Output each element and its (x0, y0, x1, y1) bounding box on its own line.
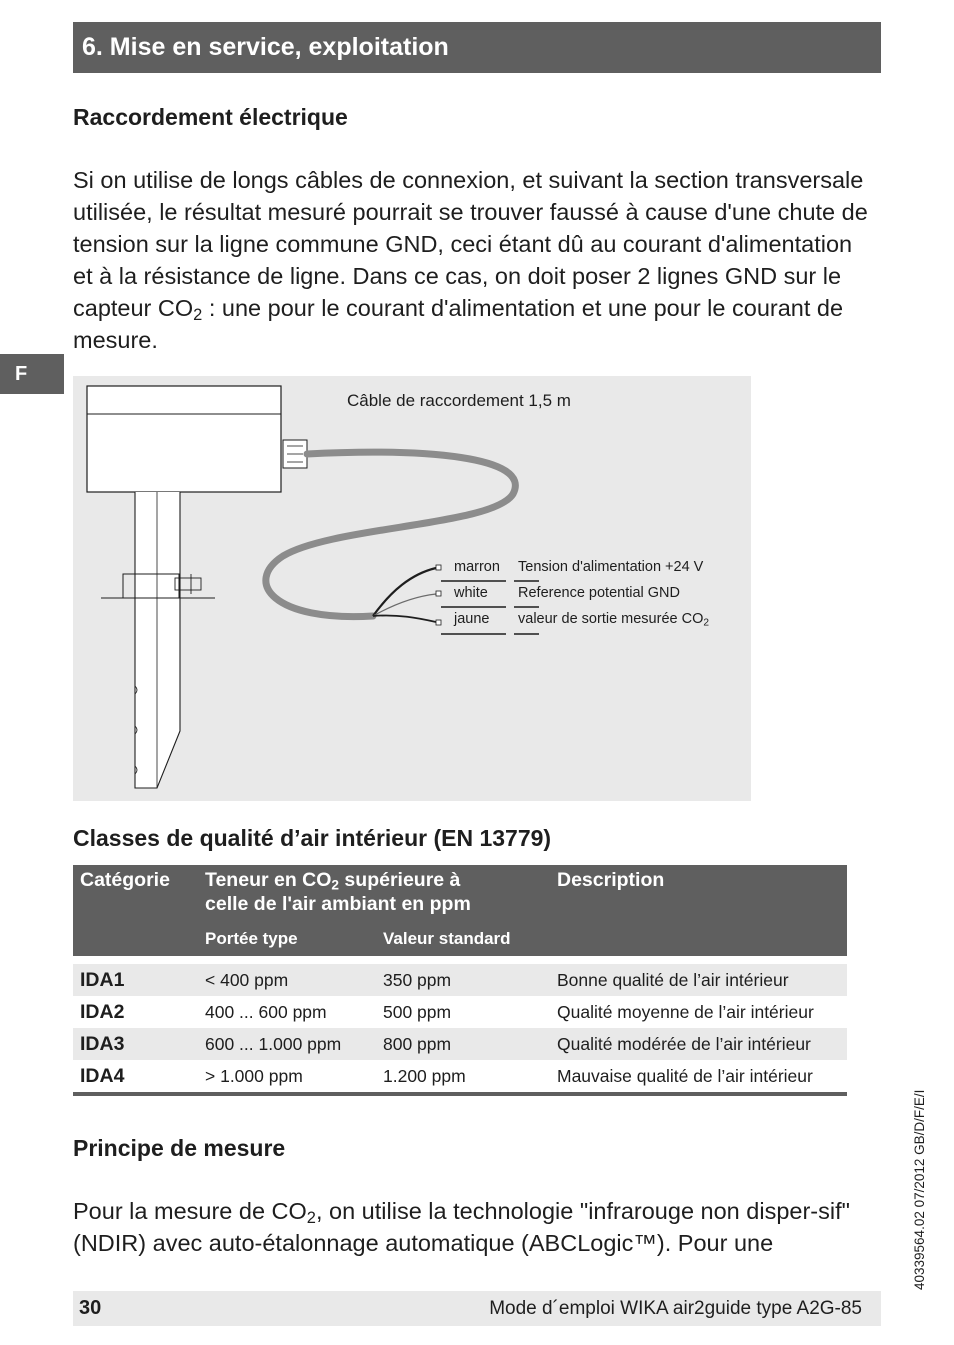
table-bottom-rule (73, 1092, 847, 1096)
wire-yellow (373, 615, 436, 622)
electrical-para-text: Si on utilise de longs câbles de connexion, et suivant la section transversale utilisée, le résultat mesuré pourrait se trouver faussé à cause d'une chute de tension sur la ligne commune GND, ceci étant dû au courant d'alimentation et à la résistance de ligne. Dans ce cas, on doit poser 2 lignes GND sur le capteur CO (73, 167, 868, 321)
header-typical-range: Portée type (205, 929, 298, 948)
document-code: 40339564.02 07/2012 GB/D/F/E/I (912, 1089, 927, 1290)
electrical-heading: Raccordement électrique (73, 104, 348, 130)
measurement-para-text: Pour la mesure de CO (73, 1198, 307, 1224)
row-category: IDA1 (80, 969, 125, 991)
row-standard: 1.200 ppm (383, 1066, 466, 1086)
row-range: 600 ... 1.000 ppm (205, 1034, 342, 1054)
table-row (73, 996, 847, 1028)
row-standard: 350 ppm (383, 970, 452, 990)
header-co2-content (205, 868, 471, 916)
table-row (73, 964, 847, 996)
header-co2-text: Teneur en CO (205, 869, 332, 891)
table-row (73, 1060, 847, 1092)
row-category: IDA2 (80, 1001, 125, 1023)
electrical-para-subscript: 2 (193, 306, 203, 325)
header-co2-line2: celle de l'air ambiant en ppm (205, 893, 471, 915)
wire-color-jaune: jaune (454, 611, 490, 627)
probe-tube (135, 492, 180, 788)
row-description: Mauvaise qualité de l’air intérieur (557, 1066, 813, 1086)
header-description: Description (557, 869, 665, 891)
housing-outline (87, 386, 281, 492)
wire-function-gnd: Reference potential GND (518, 585, 680, 601)
measurement-heading: Principe de mesure (73, 1135, 286, 1161)
header-co2-text-end: supérieure à (339, 869, 461, 891)
row-description: Qualité moyenne de l’air intérieur (557, 1002, 814, 1022)
wire-color-white: white (454, 585, 488, 601)
header-category: Catégorie (80, 869, 170, 891)
cable-label: Câble de raccordement 1,5 m (347, 391, 571, 410)
language-tab: F (0, 354, 64, 394)
header-standard-value: Valeur standard (383, 929, 511, 948)
quality-heading: Classes de qualité d’air intérieur (EN 13779) (73, 825, 552, 851)
wire-function-output-sub: 2 (703, 617, 709, 629)
footer-title: Mode d´emploi WIKA air2guide type A2G-85 (489, 1298, 862, 1319)
row-description: Bonne qualité de l’air intérieur (557, 970, 789, 990)
row-category: IDA4 (80, 1065, 125, 1087)
header-co2-sub: 2 (331, 877, 340, 893)
row-range: < 400 ppm (205, 970, 289, 990)
row-category: IDA3 (80, 1033, 125, 1055)
measurement-para-text-end: , on utilise la technologie "infrarouge non disper-sif" (NDIR) avec auto-étalonnage automatique (ABCLogic™). Pour une (73, 1198, 850, 1256)
wire-function-output-text: valeur de sortie mesurée CO (518, 611, 704, 627)
measurement-paragraph (73, 1195, 878, 1259)
wire-brown (373, 568, 436, 616)
row-range: 400 ... 600 ppm (205, 1002, 327, 1022)
table-row (73, 1028, 847, 1060)
page-number: 30 (79, 1297, 102, 1319)
row-standard: 500 ppm (383, 1002, 452, 1022)
wire-function-supply: Tension d'alimentation +24 V (518, 559, 704, 575)
row-standard: 800 ppm (383, 1034, 452, 1054)
table-header (73, 865, 847, 956)
air-quality-table (73, 865, 847, 1096)
wire-function-output (518, 611, 709, 627)
electrical-paragraph (73, 164, 873, 356)
section-title: 6. Mise en service, exploitation (73, 22, 881, 73)
page-footer (73, 1291, 881, 1326)
wiring-diagram (73, 376, 751, 801)
electrical-para-text-end: : une pour le courant d'alimentation et une pour le courant de mesure. (73, 295, 844, 353)
wire-color-marron: marron (454, 559, 500, 575)
measurement-para-subscript: 2 (306, 1209, 316, 1228)
row-description: Qualité modérée de l’air intérieur (557, 1034, 811, 1054)
row-range: > 1.000 ppm (205, 1066, 303, 1086)
